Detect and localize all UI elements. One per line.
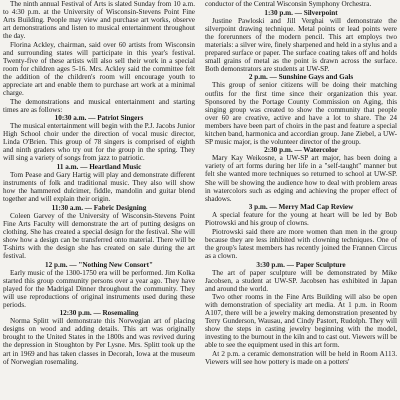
paragraph-heartland-music: Tom Pease and Gary Hartig will play and demonstrate different instruments of folk and traditional music. They also will show how the hammered dulcimer, fiddle, mandolin and guitar blend together and will explain their origin. [3,170,195,204]
paragraph-sunshine-gays-and-gals: This group of senior citizens will be doing their matching outfits for the first time since their organization this year. Sponsored by the Portage County Commission on Aging, this singing group was created to show the community that people over 60 are creative, active and have a lot to share. The 24 members have been part of choirs in the past and feature a special kitchen band, harmonica and accordian group. Jane Ziebel, a UW-SP music major, is the volunteer director of the group. [205,81,397,146]
paragraph-continued: conductor of the Central Wisconsin Symphony Orchestra. [205,0,372,8]
heading-silverpoint: 1:30 p.m. — Silverpoint [264,8,338,17]
heading-sunshine-gays-and-gals: 2 p.m. — Sunshine Gays and Gals [248,73,354,82]
paragraph-jewelry-making: Two other rooms in the Fine Arts Building will also be open with demonstration of speciality art media. At 1 p.m. in Room A107, there will be a jewelry making demonstration presented by Terry Gunderson, Wausau, and Cindy Pastort, Rudolph. They will show the steps in casting jewelry beginning with the model, investing to the burnout in the kiln and to cast out. Viewers will be able to see the equipment used in this art form. [205,293,397,350]
paragraph-intro: The ninth annual Festival of Arts is slated Sunday from 10 a.m. to 4:30 p.m. at the University of Wisconsin-Stevens Point Fine Arts Building. People may view and purchase art works, observe art demonstrations and listen to musical entertainment throughout the day. [3,0,195,41]
heading-paper-sculpture: 3:30 p.m. — Paper Sculpture [256,260,346,269]
paragraph-patriot-singers: The musical entertainment will begin with the P.J. Jacobs Junior High School choir under the direction of vocal music director, Linda O'Brien. This group of 78 singers is comprised of eighth and ninth graders who try out for the group in the spring. They will sing a variety of songs from jazz to patriotic. [3,122,195,163]
heading-rosemaling: 12:30 p.m. — Rosemaling [59,309,139,318]
paragraph-watercolor: Mary Kay Weikosne, a UW-SP art major, has been doing a variety of art forms during her life in a "self-taught" manner but felt she wanted more techniques so returned to school at UW-SP. She will be showing the audience how to deal with problem areas in watercolors such as edging and achieving the proper effect of shadows. [205,154,397,203]
paragraph-merry-mad-cap-review: A special feature for the young at heart will be led by Bob Piotrowski and his group of clowns. [205,211,397,228]
paragraph-fabric-designing: Coleen Garvey of the University of Wisconsin-Stevens Point Fine Arts Faculty will demonstrate the art of putting designs on clothing. She has created a special design for the festival. She will show how a design can be transferred onto material. There will be T-shirts with the design she has created on sale during the art festival. [3,211,195,260]
heading-nothing-new-consort: 12 p.m. — "Nothing New Consort" [44,260,153,269]
paragraph-artists: Florina Ackley, chairman, said over 60 artists from Wisconsin and surrounding states will participate in this year's festival. Twenty-five of these artists will also sell their work in a special room for children ages 5-16. Mrs. Ackley said the committee felt the addition of the children's room will encourage youth to appreciate art and enable them to purchase art work at a minimal charge. [3,40,195,98]
paragraph-nothing-new-consort: Early music of the 1300-1750 era will be performed. Jim Kolka started this group community persons over a year ago. They have played for the Madrigal Dinner throughout the community. They will use reproductions of original instruments used during these periods. [3,268,195,309]
heading-watercolor: 2:30 p.m. — Watercolor [264,146,338,155]
paragraph-schedule-intro: The demonstrations and musical entertainment and starting times are as follows: [3,97,195,114]
heading-merry-mad-cap-review: 3 p.m. — Merry Mad Cap Review [248,203,354,212]
paragraph-paper-sculpture: The art of paper sculpture will be demonstrated by Mike Jacobsen, a student at UW-SP. Jacobsen has exhibited in Japan and around the world. [205,268,397,293]
paragraph-silverpoint: Justine Pawloski and Jill Verghai will demonstrate the silverpoint drawing technique. Metal points or lead points were the forerunners of the modern pencil. This art employs two materials: a silver wire, finely sharpened and held in a stylus and a prepared surface or paper. The surface coating takes off and holds small grains of metal as the point is drawn across the surface. Both demonstrators are students at UW-SP. [205,16,397,73]
article-column-left [3,0,195,400]
heading-fabric-designing: 11:30 a.m. — Fabric Designing [51,203,147,212]
heading-patriot-singers: 10:30 a.m. — Patriot Singers [54,114,144,123]
paragraph-ceramic: At 2 p.m. a ceramic demonstration will be held in Room A113. Viewers will see how pottery is made on a potters' [205,350,397,367]
article-column-right [205,0,397,400]
heading-heartland-music: 11 a.m. — Heartland Music [56,162,142,171]
paragraph-clowns: Piotrowski said there are more women than men in the group because they are less inhibited with clowning techniques. One of the group's latest members has recently joined the Frannen Circus as a clown. [205,227,397,260]
paragraph-rosemaling: Norma Splitt will demonstrate this Norwegian art of placing designs on wood and adding details. This art was originally brought to the United States in the 1800s and was revived during the depression in Stoughton by Per Lysne. Mrs. Splitt took up the art in 1969 and has taken classes in Decorah, Iowa at the museum of Norwegian rosemaling. [3,317,195,366]
